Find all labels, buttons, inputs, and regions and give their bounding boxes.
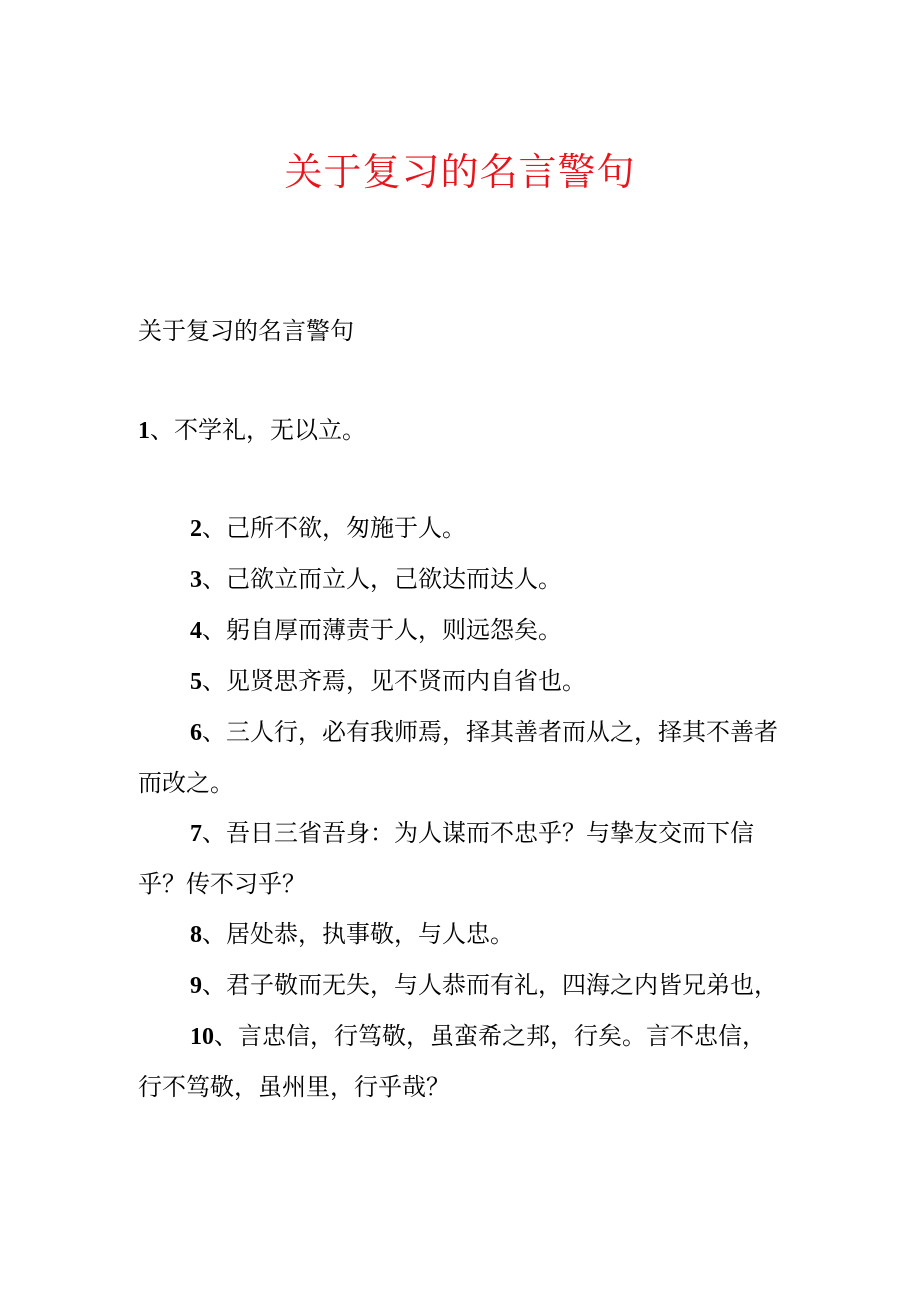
quote-number: 5 — [190, 669, 202, 695]
quote-text: 、躬自厚而薄责于人，则远怨矣。 — [202, 616, 562, 644]
quote-text: 、己所不欲，匆施于人。 — [202, 514, 466, 542]
quote-item-8 — [138, 909, 788, 960]
quote-item-6 — [138, 707, 788, 808]
quote-number: 8 — [190, 922, 202, 948]
quote-number: 3 — [190, 567, 202, 593]
quote-list — [138, 503, 788, 1112]
quote-text: 、居处恭，执事敬，与人忠。 — [202, 920, 514, 948]
quote-item-7 — [138, 808, 788, 909]
quote-item-9 — [138, 960, 788, 1011]
quote-number: 1 — [138, 418, 150, 444]
quote-text: 、不学礼，无以立。 — [150, 416, 366, 444]
quote-text: 、吾日三省吾身：为人谋而不忠乎？与挚友交而下信乎？传不习乎？ — [138, 819, 754, 898]
quote-text: 、君子敬而无失，与人恭而有礼，四海之内皆兄弟也， — [202, 971, 778, 999]
quote-number: 7 — [190, 821, 202, 847]
quote-number: 2 — [190, 516, 202, 542]
quote-item-2 — [138, 503, 788, 554]
quote-item-1 — [138, 412, 366, 449]
quote-text: 、三人行，必有我师焉，择其善者而从之，择其不善者而改之。 — [138, 718, 778, 797]
quote-text: 、己欲立而立人，己欲达而达人。 — [202, 565, 562, 593]
document-title: 关于复习的名言警句 — [284, 150, 636, 194]
quote-item-5 — [138, 656, 788, 707]
quote-text: 、见贤思齐焉，见不贤而内自省也。 — [202, 667, 586, 695]
quote-item-4 — [138, 605, 788, 656]
quote-text: 、言忠信，行笃敬，虽蛮希之邦，行矣。言不忠信，行不笃敬，虽州里，行乎哉？ — [138, 1022, 766, 1101]
document-subtitle: 关于复习的名言警句 — [138, 317, 354, 345]
quote-item-3 — [138, 554, 788, 605]
quote-number: 4 — [190, 618, 202, 644]
quote-item-10 — [138, 1011, 788, 1112]
quote-number: 9 — [190, 973, 202, 999]
quote-number: 10 — [190, 1024, 214, 1050]
quote-number: 6 — [190, 720, 202, 746]
